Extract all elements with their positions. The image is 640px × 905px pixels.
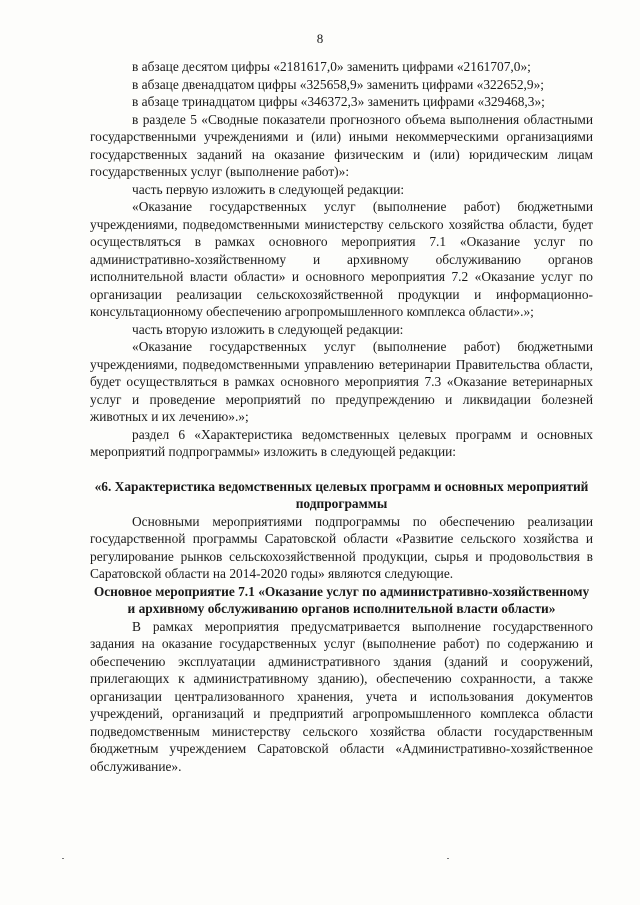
page-number: 8 xyxy=(316,31,324,46)
paragraph-5: часть первую изложить в следующей редакции: xyxy=(132,181,405,197)
paragraph-11: В рамках мероприятия предусматривается выполнение государственного задания на оказание государственных услуг (выполнение работ) по содержанию и обеспечению эксплуатации административного здания (зданий и сооружений, прилегающих к административному зданию), обеспечению сохранности, а также организации централизованного хранения, учета и использования документов учреждений, организаций и предприятий агропромышленного комплекса области подведомственным министерству сельского хозяйства области государственным бюджетным учреждением Саратовской области «Административно-хозяйственное обслуживание». xyxy=(90,618,593,774)
paragraph-8: «Оказание государственных услуг (выполнение работ) бюджетными учреждениями, подведомственными управлению ветеринарии Правительства области, будет осуществляться в рамках основного мероприятия 7.3 «Оказание ветеринарных услуг и проведение мероприятий по предупреждению и ликвидации болезней животных и их лечению».»; xyxy=(90,339,593,424)
measure-7-1-heading: Основное мероприятие 7.1 «Оказание услуг по административно-хозяйственному и архивному обслуживанию органов исполнительной власти области» xyxy=(93,583,590,616)
paragraph-3: в абзаце тринадцатом цифры «346372,3» заменить цифрами «329468,3»; xyxy=(132,94,545,109)
paragraph-7: часть вторую изложить в следующей редакции: xyxy=(132,321,404,337)
document-body xyxy=(90,58,593,775)
paragraph-2: в абзаце двенадцатом цифры «325658,9» заменить цифрами «322652,9»; xyxy=(132,76,544,92)
section-6-heading: «6. Характеристика ведомственных целевых программ и основных мероприятий подпрограммы xyxy=(94,478,589,511)
paragraph-9: раздел 6 «Характеристика ведомственных целевых программ и основных мероприятий подпрограммы» изложить в следующей редакции: xyxy=(90,426,593,459)
spacer xyxy=(90,461,593,478)
paragraph-1: в абзаце десятом цифры «2181617,0» заменить цифрами «2161707,0»; xyxy=(132,59,531,74)
paragraph-4: в разделе 5 «Сводные показатели прогнозного объема выполнения областными государственными учреждениями и (или) иными некоммерческими организациями государственных заданий на оказание физическим и (или) юридическим лицам государственных услуг (выполнение работ)»: xyxy=(90,111,593,179)
paragraph-10: Основными мероприятиями подпрограммы по обеспечению реализации государственной программы Саратовской области «Развитие сельского хозяйства и регулирование рынков сельскохозяйственной продукции, сырья и продовольствия в Саратовской области на 2014-2020 годы» являются следующие. xyxy=(90,513,593,581)
scan-speck xyxy=(447,858,449,859)
scan-speck xyxy=(62,858,64,859)
paragraph-6: «Оказание государственных услуг (выполнение работ) бюджетными учреждениями, подведомственными министерству сельского хозяйства области, будет осуществляться в рамках основного мероприятия 7.1 «Оказание услуг по административно-хозяйственному и архивному обслуживанию органов исполнительной власти области» и основного мероприятия 7.2 «Оказание услуг по организации реализации сельскохозяйственной продукции и информационно-консультационному обеспечению агропромышленного комплекса области».»; xyxy=(90,199,593,319)
